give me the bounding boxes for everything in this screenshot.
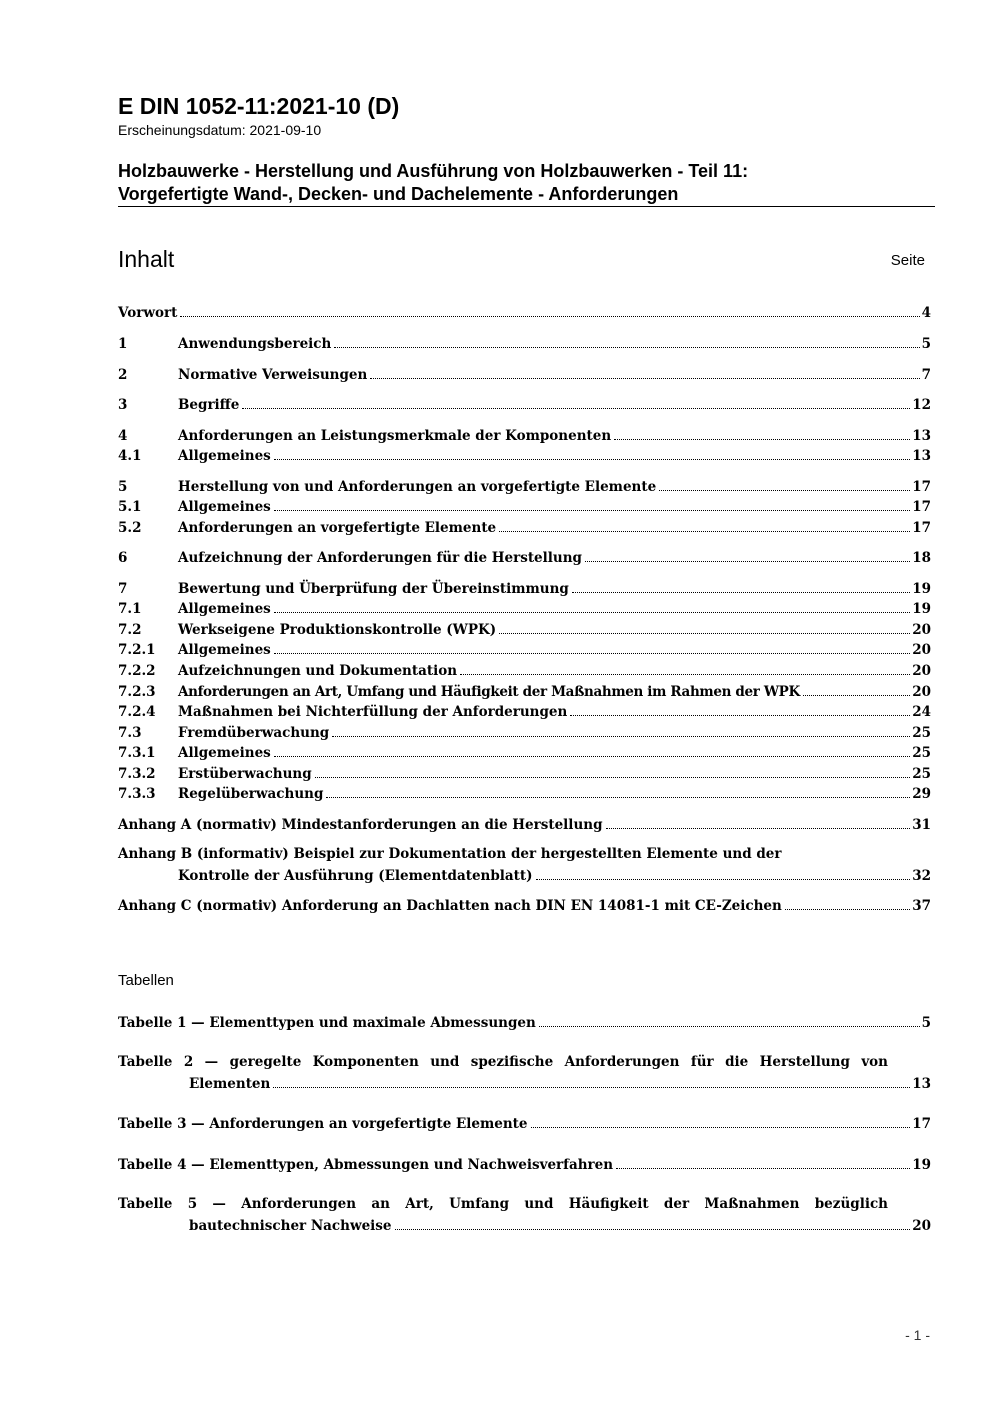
toc-entry-page: 18 xyxy=(912,550,931,566)
toc-leader xyxy=(614,425,910,440)
toc-entry-text: Anforderungen an Leistungsmerkmale der Komponenten xyxy=(178,428,612,444)
toc-entry-page: 20 xyxy=(912,684,931,700)
toc-table-5-line-1[interactable]: Tabelle 5 — Anforderungen an Art, Umfang und Häufigkeit der Maßnahmen bezüglich xyxy=(118,1196,888,1212)
toc-entry-text: Tabelle 3 — Anforderungen an vorgefertigte Elemente xyxy=(118,1116,528,1132)
toc-entry-text: Aufzeichnungen und Dokumentation xyxy=(178,663,458,679)
toc-leader xyxy=(570,701,910,716)
toc-entry-text: Tabelle 4 — Elementtypen, Abmessungen und Nachweisverfahren xyxy=(118,1157,614,1173)
toc-entry[interactable] xyxy=(118,722,931,742)
toc-leader xyxy=(332,722,910,737)
publication-date: Erscheinungsdatum: 2021-09-10 xyxy=(118,122,322,138)
title-divider xyxy=(118,206,935,207)
toc-leader xyxy=(803,681,910,696)
toc-entry[interactable] xyxy=(118,333,931,353)
toc-table-4[interactable] xyxy=(118,1154,931,1174)
toc-entry-page: 31 xyxy=(912,817,931,833)
toc-leader xyxy=(499,517,910,532)
toc-entry-number: 7.2 xyxy=(118,622,142,638)
toc-entry[interactable] xyxy=(118,496,931,516)
toc-entry-page: 13 xyxy=(912,1076,931,1092)
toc-entry-text: Allgemeines xyxy=(178,745,271,761)
toc-entry-text: Vorwort xyxy=(118,305,178,321)
toc-entry-number: 4.1 xyxy=(118,448,142,464)
toc-entry-text: Normative Verweisungen xyxy=(178,367,368,383)
toc-leader xyxy=(616,1154,910,1169)
toc-leader xyxy=(395,1215,911,1230)
toc-entry-page: 7 xyxy=(921,367,931,383)
toc-leader xyxy=(334,333,919,348)
toc-entry-text: Kontrolle der Ausführung (Elementdatenblatt) xyxy=(178,868,533,884)
toc-entry-page: 37 xyxy=(912,898,931,914)
toc-entry-page: 20 xyxy=(912,663,931,679)
toc-leader xyxy=(242,394,910,409)
page-column-label: Seite xyxy=(890,252,925,269)
toc-entry[interactable] xyxy=(118,517,931,537)
toc-annex-b-line-1[interactable]: Anhang B (informativ) Beispiel zur Dokumentation der hergestellten Elemente und der xyxy=(118,846,782,862)
toc-entry-text: bautechnischer Nachweise xyxy=(189,1218,392,1234)
toc-entry-text: Bewertung und Überprüfung der Übereinstimmung xyxy=(178,581,569,597)
toc-entry-page: 5 xyxy=(921,1015,931,1031)
toc-entry-number: 7.2.4 xyxy=(118,704,156,720)
toc-entry-text: Elementen xyxy=(189,1076,271,1092)
toc-entry-number: 3 xyxy=(118,397,128,413)
toc-entry-text: Regelüberwachung xyxy=(178,786,324,802)
toc-leader xyxy=(536,865,911,880)
toc-entry-number: 1 xyxy=(118,336,128,352)
toc-entry-number: 5 xyxy=(118,479,128,495)
toc-entry[interactable] xyxy=(118,783,931,803)
toc-entry-page: 25 xyxy=(912,725,931,741)
toc-leader xyxy=(659,476,910,491)
toc-entry-text: Anforderungen an Art, Umfang und Häufigkeit der Maßnahmen im Rahmen der WPK xyxy=(178,684,800,700)
toc-entry-text: Werkseigene Produktionskontrolle (WPK) xyxy=(178,622,497,638)
toc-entry[interactable] xyxy=(118,742,931,762)
toc-entry-page: 17 xyxy=(912,520,931,536)
toc-entry-page: 29 xyxy=(912,786,931,802)
toc-leader xyxy=(274,496,910,511)
toc-table-3[interactable] xyxy=(118,1113,931,1133)
toc-table-2-line-1[interactable]: Tabelle 2 — geregelte Komponenten und spezifische Anforderungen für die Herstellung von xyxy=(118,1054,888,1070)
toc-entry-number: 5.2 xyxy=(118,520,142,536)
toc-entry-page: 19 xyxy=(912,581,931,597)
toc-entry-number: 7.3.3 xyxy=(118,786,156,802)
toc-table-5[interactable] xyxy=(189,1215,931,1235)
toc-entry[interactable] xyxy=(118,547,931,567)
contents-heading: Inhalt xyxy=(118,246,175,272)
toc-entry[interactable] xyxy=(118,364,931,384)
toc-entry-page: 19 xyxy=(912,1157,931,1173)
toc-leader xyxy=(585,547,910,562)
toc-table-1[interactable] xyxy=(118,1012,931,1032)
toc-entry-text: Tabelle 1 — Elementtypen und maximale Abmessungen xyxy=(118,1015,536,1031)
toc-entry-page: 24 xyxy=(912,704,931,720)
toc-leader xyxy=(499,619,910,634)
toc-entry-text: Erstüberwachung xyxy=(178,766,312,782)
toc-entry-text: Fremdüberwachung xyxy=(178,725,330,741)
toc-entry-page: 20 xyxy=(912,642,931,658)
toc-table-2[interactable] xyxy=(189,1073,931,1093)
toc-entry-page: 17 xyxy=(912,1116,931,1132)
toc-entry-number: 2 xyxy=(118,367,128,383)
toc-entry-text: Herstellung von und Anforderungen an vorgefertigte Elemente xyxy=(178,479,657,495)
toc-entry[interactable] xyxy=(118,476,931,496)
document-id: E DIN 1052-11:2021-10 (D) xyxy=(118,93,400,119)
page-number: - 1 - xyxy=(905,1327,930,1343)
toc-entry-page: 20 xyxy=(912,622,931,638)
toc-entry-number: 7.2.2 xyxy=(118,663,156,679)
toc-entry[interactable] xyxy=(118,445,931,465)
toc-entry-text: Anforderungen an vorgefertigte Elemente xyxy=(178,520,497,536)
toc-entry[interactable] xyxy=(118,619,931,639)
toc-entry[interactable] xyxy=(118,701,931,721)
toc-entry-text: Allgemeines xyxy=(178,601,271,617)
toc-leader xyxy=(606,814,911,829)
toc-entry-page: 32 xyxy=(912,868,931,884)
toc-entry[interactable] xyxy=(118,598,931,618)
toc-annex-b[interactable] xyxy=(178,865,931,885)
toc-entry-page: 20 xyxy=(912,1218,931,1234)
toc-entry[interactable] xyxy=(118,763,931,783)
toc-leader xyxy=(273,1073,910,1088)
toc-entry-text: Allgemeines xyxy=(178,499,271,515)
toc-entry-text: Allgemeines xyxy=(178,642,271,658)
toc-entry-page: 13 xyxy=(912,448,931,464)
toc-entry-text: Aufzeichnung der Anforderungen für die Herstellung xyxy=(178,550,582,566)
toc-leader xyxy=(180,302,919,317)
toc-leader xyxy=(274,598,910,613)
toc-annex-a[interactable] xyxy=(118,814,931,834)
toc-entry-page: 19 xyxy=(912,601,931,617)
toc-entry-number: 7 xyxy=(118,581,128,597)
toc-entry-page: 17 xyxy=(912,499,931,515)
toc-entry-text: Allgemeines xyxy=(178,448,271,464)
toc-entry[interactable] xyxy=(118,681,931,701)
toc-entry-page: 17 xyxy=(912,479,931,495)
toc-entry[interactable] xyxy=(118,394,931,414)
toc-entry-page: 25 xyxy=(912,745,931,761)
toc-entry[interactable] xyxy=(118,578,931,598)
toc-entry-number: 7.3.2 xyxy=(118,766,156,782)
toc-leader xyxy=(326,783,910,798)
toc-entry-number: 7.3.1 xyxy=(118,745,156,761)
toc-leader xyxy=(531,1113,911,1128)
toc-entry-page: 12 xyxy=(912,397,931,413)
toc-leader xyxy=(274,445,910,460)
toc-entry-number: 7.1 xyxy=(118,601,142,617)
toc-entry-page: 25 xyxy=(912,766,931,782)
document-title xyxy=(118,160,936,206)
toc-leader xyxy=(370,364,919,379)
toc-entry[interactable] xyxy=(118,639,931,659)
toc-entry-page: 5 xyxy=(921,336,931,352)
toc-entry-text: Maßnahmen bei Nichterfüllung der Anforderungen xyxy=(178,704,568,720)
toc-entry-text: Begriffe xyxy=(178,397,240,413)
toc-leader xyxy=(785,895,910,910)
toc-entry-number: 7.2.1 xyxy=(118,642,156,658)
toc-leader xyxy=(539,1012,920,1027)
toc-entry-number: 7.3 xyxy=(118,725,142,741)
toc-leader xyxy=(274,639,910,654)
toc-entry-page: 4 xyxy=(921,305,931,321)
toc-annex-c[interactable] xyxy=(118,895,931,915)
document-title-line-2: Vorgefertigte Wand-, Decken- und Dachelemente - Anforderungen xyxy=(118,184,679,204)
toc-entry-text: Anhang A (normativ) Mindestanforderungen an die Herstellung xyxy=(118,817,603,833)
toc-entry-number: 7.2.3 xyxy=(118,684,156,700)
toc-entry-page: 13 xyxy=(912,428,931,444)
document-title-line-1: Holzbauwerke - Herstellung und Ausführung von Holzbauwerken - Teil 11: xyxy=(118,161,749,181)
toc-leader xyxy=(274,742,910,757)
toc-entry-foreword[interactable] xyxy=(118,302,931,322)
toc-entry-number: 6 xyxy=(118,550,128,566)
toc-entry-number: 4 xyxy=(118,428,128,444)
toc-entry-number: 5.1 xyxy=(118,499,142,515)
toc-entry-text: Anwendungsbereich xyxy=(178,336,332,352)
toc-entry[interactable] xyxy=(118,425,931,445)
toc-entry[interactable] xyxy=(118,660,931,680)
toc-entry-text: Anhang C (normativ) Anforderung an Dachlatten nach DIN EN 14081-1 mit CE-Zeichen xyxy=(118,898,782,914)
toc-leader xyxy=(315,763,911,778)
toc-leader xyxy=(572,578,910,593)
tables-heading: Tabellen xyxy=(118,972,174,989)
toc-leader xyxy=(460,660,910,675)
